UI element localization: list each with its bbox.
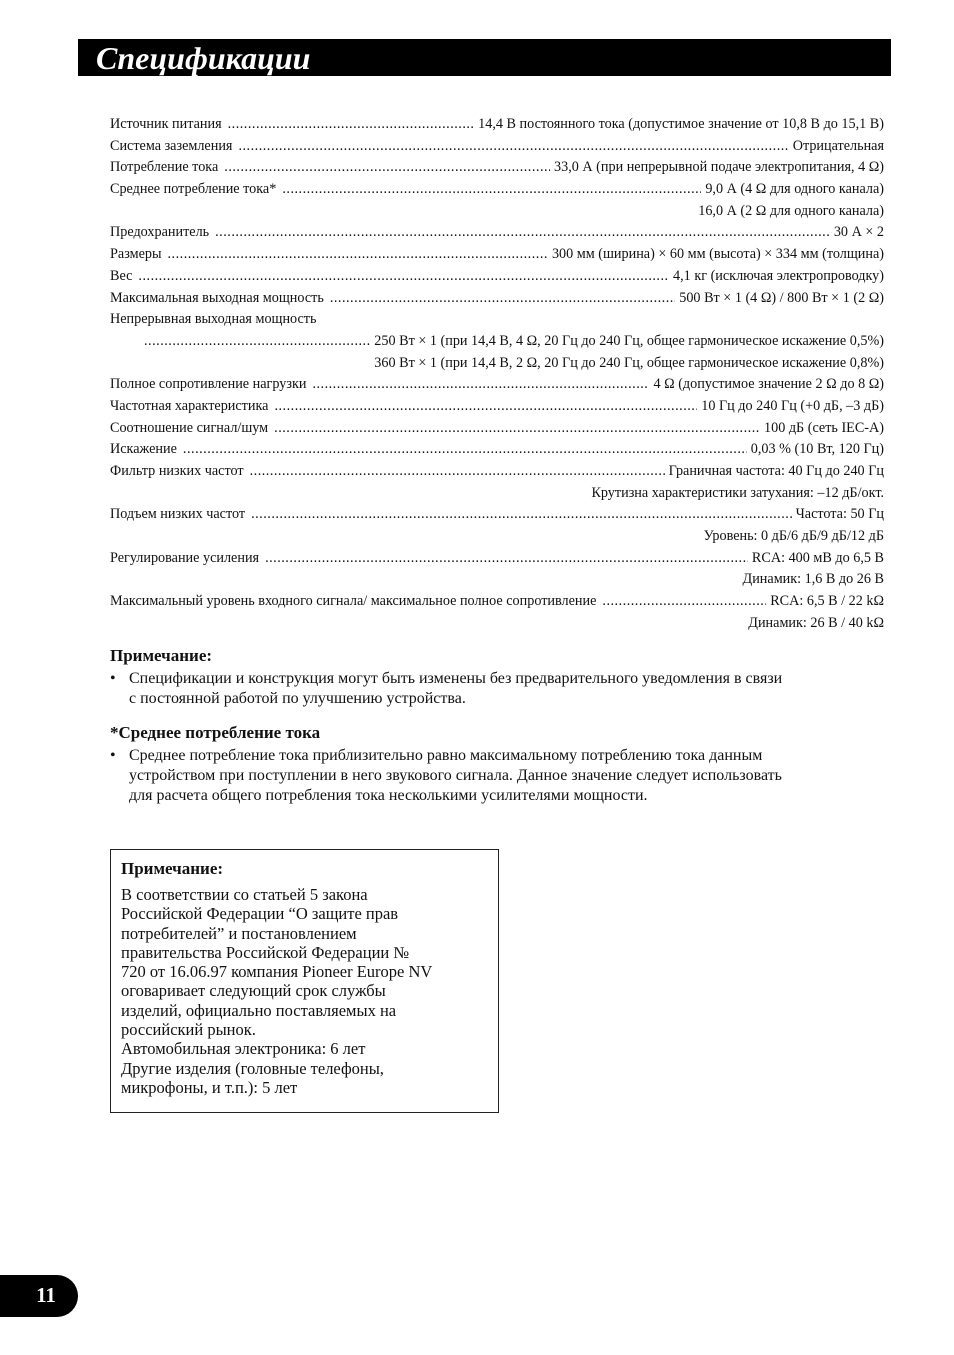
spec-row xyxy=(110,157,884,179)
bullet-mark: • xyxy=(110,670,116,687)
spec-label: Максимальная выходная мощность xyxy=(110,289,324,306)
box-line: изделий, официально поставляемых на xyxy=(121,1000,397,1020)
spec-row xyxy=(110,114,884,136)
list-item xyxy=(110,669,886,709)
spec-label: Предохранитель xyxy=(110,224,210,241)
spec-value: RCA: 400 мВ до 6,5 В xyxy=(751,549,884,566)
spec-value-continued: Крутизна характеристики затухания: –12 дБ/окт. xyxy=(591,484,884,501)
spec-value: 9,0 А (4 Ω для одного канала) xyxy=(705,181,884,198)
spec-label: Соотношение сигнал/шум xyxy=(110,419,269,436)
page-number-tab xyxy=(0,1275,78,1317)
box-line: российский рынок. xyxy=(121,1020,256,1040)
box-line: Автомобильная электроника: 6 лет xyxy=(121,1039,366,1059)
spec-label: Среднее потребление тока* xyxy=(110,181,277,198)
note-line: для расчета общего потребления тока несколькими усилителями мощности. xyxy=(129,787,648,804)
box-line: оговаривает следующий срок службы xyxy=(121,981,386,1001)
spec-row xyxy=(110,461,884,483)
leader-dots xyxy=(274,396,697,418)
leader-dots xyxy=(312,374,649,396)
note-heading: Примечание: xyxy=(110,646,213,665)
spec-row xyxy=(110,309,884,331)
note-line: с постоянной работой по улучшению устройства. xyxy=(129,690,466,707)
spec-value: Частота: 50 Гц xyxy=(795,506,884,523)
spec-label: Частотная характеристика xyxy=(110,397,269,414)
box-line: Российской Федерации “О защите прав xyxy=(121,904,399,924)
spec-label: Регулирование усиления xyxy=(110,549,260,566)
spec-row xyxy=(110,179,884,201)
spec-value-continued: 360 Вт × 1 (при 14,4 В, 2 Ω, 20 Гц до 240 Гц, общее гармоническое искажение 0,8%) xyxy=(374,354,884,371)
spec-label: Непрерывная выходная мощность xyxy=(110,311,317,328)
note-line: Среднее потребление тока приблизительно равно максимальному потреблению тока данным xyxy=(129,747,763,764)
spec-subrow xyxy=(110,331,884,353)
spec-value: 4,1 кг (исключая электропроводку) xyxy=(673,267,884,284)
spec-row xyxy=(110,136,884,158)
spec-label: Фильтр низких частот xyxy=(110,463,244,479)
leader-dots xyxy=(330,288,675,310)
leader-dots xyxy=(265,548,748,570)
title-bar xyxy=(78,39,891,76)
spec-value: 0,03 % (10 Вт, 120 Гц) xyxy=(750,441,884,458)
spec-label: Размеры xyxy=(110,246,162,263)
spec-value-continued: Динамик: 1,6 В до 26 В xyxy=(742,571,884,588)
spec-value: 10 Гц до 240 Гц (+0 дБ, –3 дБ) xyxy=(701,397,884,414)
note-line: Спецификации и конструкция могут быть изменены без предварительного уведомления в связи xyxy=(129,670,783,687)
page-title: Спецификации xyxy=(96,40,311,76)
leader-dots xyxy=(602,591,766,613)
spec-row xyxy=(110,266,884,288)
box-heading: Примечание: xyxy=(121,859,224,878)
leader-dots xyxy=(168,244,548,266)
box-line: 720 от 16.06.97 компания Pioneer Europe NV xyxy=(121,962,433,982)
spec-value: 300 мм (ширина) × 60 мм (высота) × 334 мм (толщина) xyxy=(551,246,884,263)
page-number: 11 xyxy=(36,1283,56,1307)
list-item xyxy=(110,746,886,806)
spec-label: Потребление тока xyxy=(110,159,219,176)
spec-value: RCA: 6,5 В / 22 kΩ xyxy=(770,593,884,610)
box-line: правительства Российской Федерации № xyxy=(121,942,410,962)
spec-value-continued: 16,0 А (2 Ω для одного канала) xyxy=(698,202,884,219)
box-line: В соответствии со статьей 5 закона xyxy=(121,885,368,904)
specs-list xyxy=(110,114,884,635)
spec-row xyxy=(110,244,884,266)
spec-row xyxy=(110,396,884,418)
spec-value-continued: Динамик: 26 В / 40 kΩ xyxy=(748,614,884,631)
spec-value: 250 Вт × 1 (при 14,4 В, 4 Ω, 20 Гц до 240 Гц, общее гармоническое искажение 0,5%) xyxy=(374,332,884,349)
spec-label: Подъем низких частот xyxy=(110,506,246,523)
spec-label: Вес xyxy=(110,267,133,284)
spec-value: 30 А × 2 xyxy=(833,224,884,241)
spec-label: Максимальный уровень входного сигнала/ максимальное полное сопротивление xyxy=(110,593,597,610)
bullet-mark: • xyxy=(110,747,116,764)
leader-dots xyxy=(282,179,701,201)
leader-dots xyxy=(228,114,475,136)
spec-row xyxy=(110,504,884,526)
leader-dots xyxy=(138,266,669,288)
spec-value: 33,0 А (при непрерывной подаче электропитания, 4 Ω) xyxy=(554,159,884,176)
leader-dots xyxy=(251,504,791,526)
spec-value: 14,4 В постоянного тока (допустимое значение от 10,8 В до 15,1 В) xyxy=(478,116,884,132)
note-bullets xyxy=(110,669,886,709)
spec-row xyxy=(110,374,884,396)
russia-note-box xyxy=(110,849,499,1113)
spec-row xyxy=(110,418,884,440)
spec-value: Отрицательная xyxy=(792,137,884,154)
spec-label: Источник питания xyxy=(110,116,222,132)
spec-label: Полное сопротивление нагрузки xyxy=(110,376,307,393)
leader-dots xyxy=(224,157,550,179)
spec-value: 4 Ω (допустимое значение 2 Ω до 8 Ω) xyxy=(653,376,884,393)
leader-dots xyxy=(183,439,747,461)
note-line: устройством при поступлении в него звукового сигнала. Данное значение следует использовать xyxy=(129,767,782,784)
box-line: потребителей” и постановлением xyxy=(121,923,357,943)
box-line: Другие изделия (головные телефоны, xyxy=(121,1058,384,1078)
footnote-bullets xyxy=(110,746,886,806)
spec-label: Система заземления xyxy=(110,137,233,154)
spec-row xyxy=(110,222,884,244)
leader-dots xyxy=(144,331,370,353)
leader-dots xyxy=(250,461,665,483)
spec-row xyxy=(110,548,884,570)
spec-row xyxy=(110,288,884,310)
spec-row xyxy=(110,439,884,461)
spec-value: 500 Вт × 1 (4 Ω) / 800 Вт × 1 (2 Ω) xyxy=(679,289,884,306)
leader-dots xyxy=(238,136,788,158)
spec-value: Граничная частота: 40 Гц до 240 Гц xyxy=(668,463,884,479)
spec-row xyxy=(110,591,884,613)
box-line: микрофоны, и т.п.): 5 лет xyxy=(121,1077,298,1097)
spec-value: 100 дБ (сеть IEC-A) xyxy=(764,419,884,436)
spec-value-continued: Уровень: 0 дБ/6 дБ/9 дБ/12 дБ xyxy=(703,528,884,545)
footnote-heading: *Среднее потребление тока xyxy=(110,723,321,742)
leader-dots xyxy=(215,222,830,244)
leader-dots xyxy=(274,418,760,440)
spec-label: Искажение xyxy=(110,441,177,458)
